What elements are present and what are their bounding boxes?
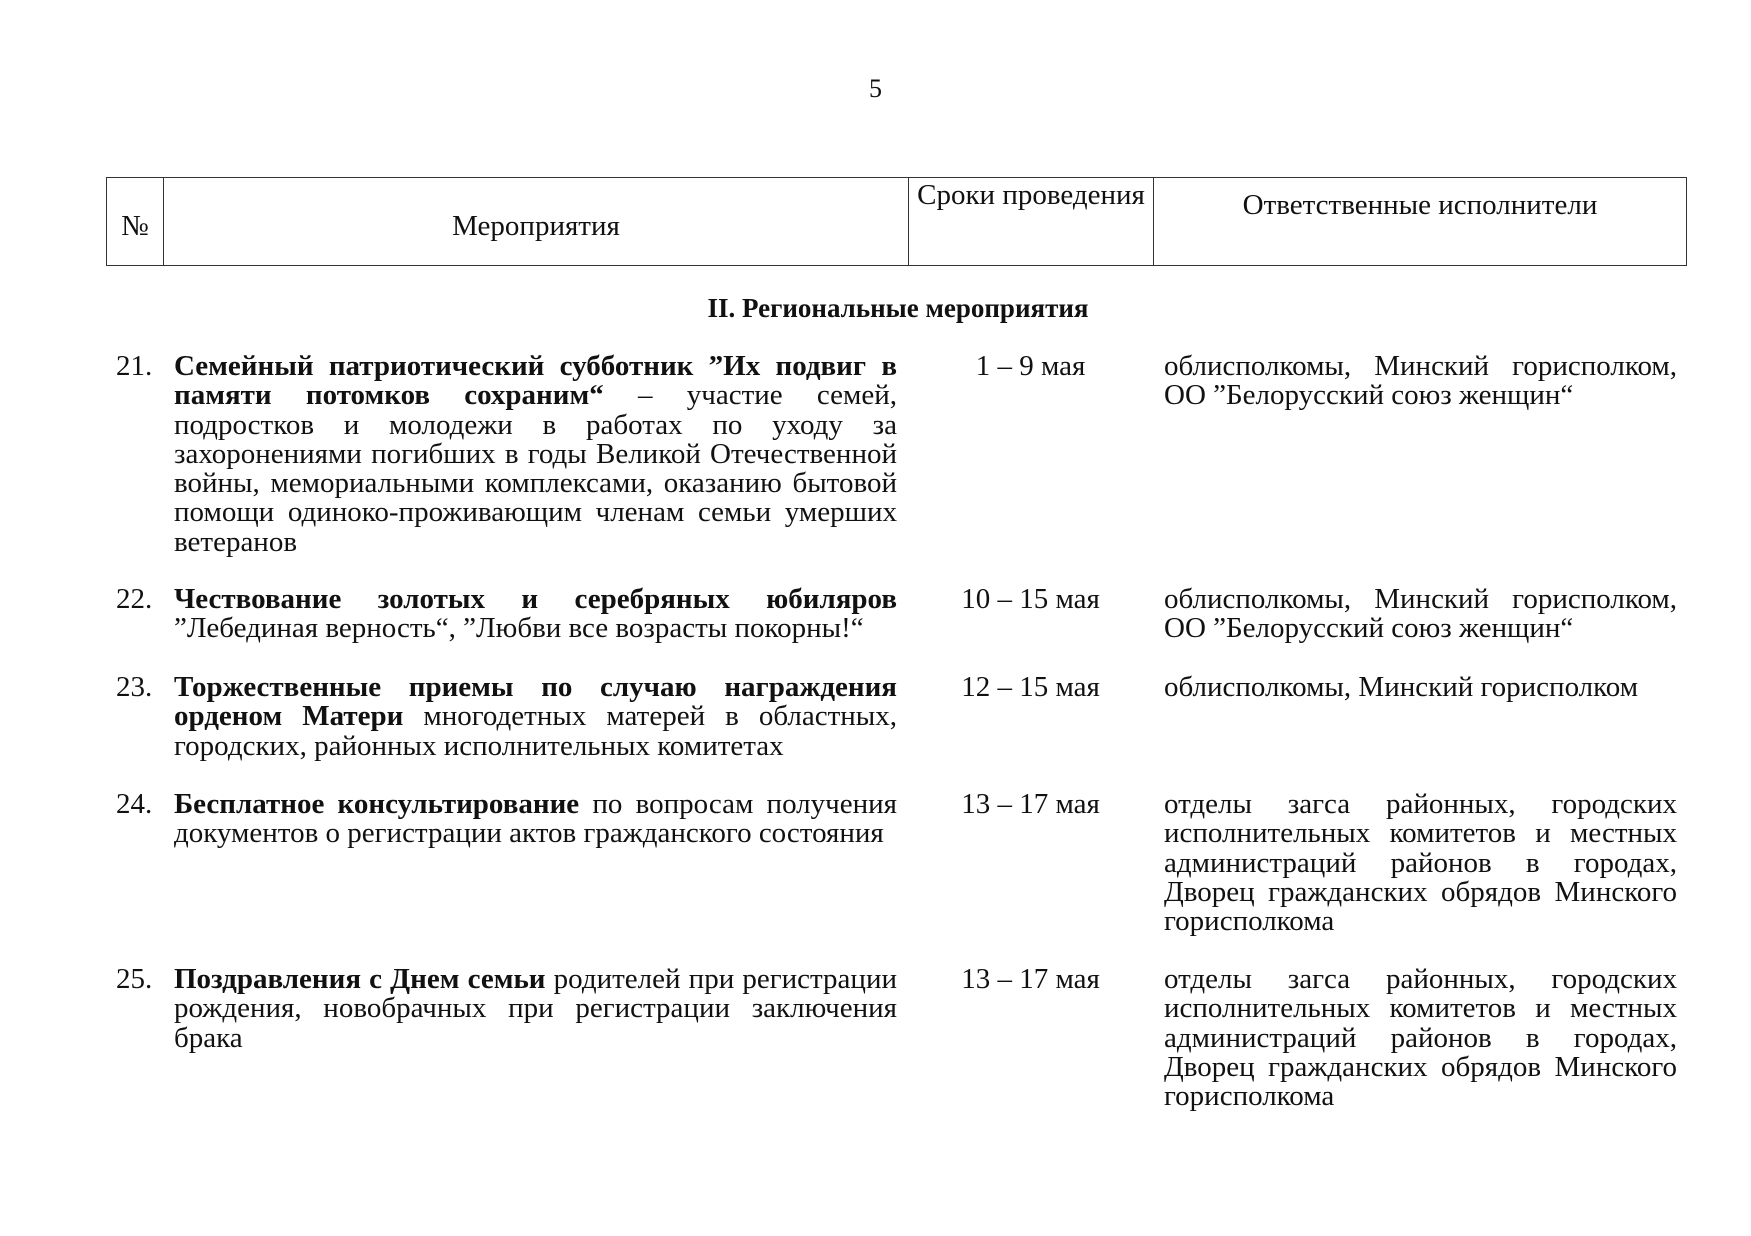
row-event-title: Семейный патриотический субботник ”Их подвиг в памяти потомков сохраним“ — [174, 350, 897, 412]
row-event-text: – участие семей, подростков и молодежи в работах по уходу за захоронениями погибших в годы Великой Отечественной войны, мемориальными комплексами, оказанию бытовой помощи одиноко-проживающим членам семьи умерших ветеранов — [174, 379, 897, 558]
header-responsible: Ответственные исполнители — [1154, 178, 1687, 266]
row-responsible: облисполкомы, Минский горисполком, ОО ”Белорусский союз женщин“ — [1164, 350, 1677, 412]
row-dates: 13 – 17 мая — [961, 963, 1100, 995]
row-event-text: по вопросам получения документов о регистрации актов гражданского состояния — [174, 788, 897, 850]
page-number: 5 — [869, 74, 882, 103]
row-dates: 13 – 17 мая — [961, 788, 1100, 820]
table-header — [106, 177, 1687, 266]
row-event — [174, 352, 897, 557]
row-event — [174, 673, 897, 761]
row-event-text: ”Лебединая верность“, ”Любви все возрасты покорны!“ — [174, 612, 864, 645]
header-number: № — [107, 178, 164, 266]
row-responsible: отделы загса районных, городских исполнительных комитетов и местных администраций районов в городах, Дворец гражданских обрядов Минского горисполкома — [1164, 788, 1677, 938]
row-responsible: облисполкомы, Минский горисполком — [1164, 671, 1639, 703]
row-dates: 1 – 9 мая — [975, 350, 1086, 382]
row-event-title: Чествование золотых и серебряных юбиляров — [174, 583, 897, 615]
row-event-text: многодетных матерей в областных, городских, районных исполнительных комитетах — [174, 700, 898, 762]
row-event-title: Бесплатное консультирование — [174, 788, 580, 820]
row-event — [174, 790, 897, 849]
row-number: 25. — [116, 963, 153, 995]
row-event — [174, 965, 897, 1053]
row-event — [174, 585, 897, 644]
row-number: 24. — [116, 788, 153, 820]
row-dates: 12 – 15 мая — [961, 671, 1100, 703]
row-event-title: Торжественные приемы по случаю награждения орденом Матери — [174, 671, 897, 733]
row-responsible: облисполкомы, Минский горисполком, ОО ”Белорусский союз женщин“ — [1164, 583, 1677, 645]
row-dates: 10 – 15 мая — [961, 583, 1100, 615]
header-dates: Сроки проведения — [909, 178, 1154, 266]
header-events: Мероприятия — [164, 178, 909, 266]
row-number: 23. — [116, 671, 153, 703]
row-number: 22. — [116, 583, 153, 615]
row-event-title: Поздравления с Днем семьи — [174, 963, 546, 995]
row-responsible: отделы загса районных, городских исполнительных комитетов и местных администраций районов в городах, Дворец гражданских обрядов Минского горисполкома — [1164, 963, 1677, 1113]
section-title: II. Региональные мероприятия — [707, 293, 1089, 323]
row-number: 21. — [116, 350, 153, 382]
row-event-text: родителей при регистрации рождения, новобрачных при регистрации заключения брака — [174, 963, 897, 1054]
